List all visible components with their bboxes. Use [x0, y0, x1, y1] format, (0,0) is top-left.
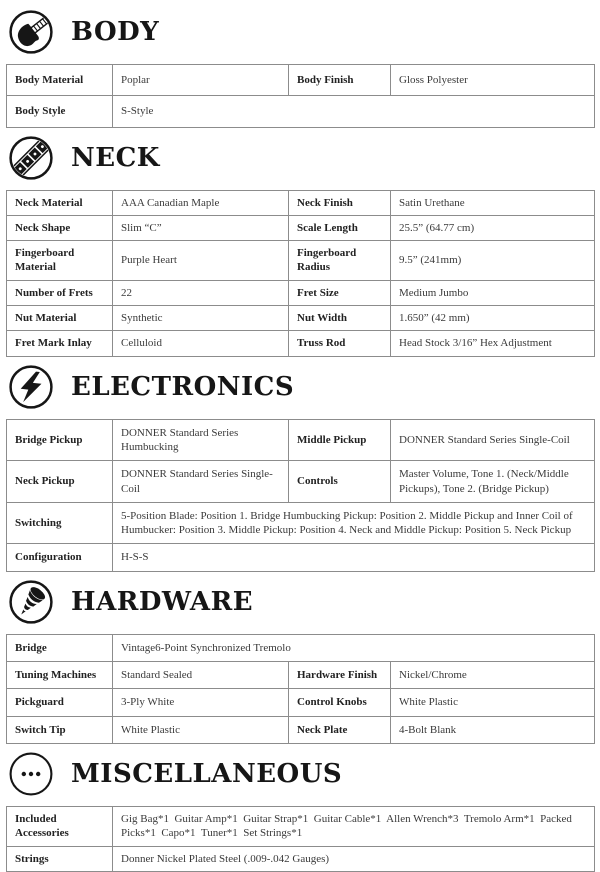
table-row	[7, 634, 595, 661]
lightning-icon	[8, 364, 54, 410]
spec-value: Purple Heart	[113, 241, 289, 281]
section-title-hardware: HARDWARE	[71, 586, 254, 617]
miscellaneous-spec-table	[6, 806, 595, 872]
spec-label: Body Style	[7, 96, 113, 127]
neck-spec-table	[6, 190, 595, 357]
spec-value: AAA Canadian Maple	[113, 190, 289, 215]
section-title-neck: NECK	[71, 142, 160, 173]
spec-value: Standard Sealed	[113, 662, 289, 689]
spec-label: Configuration	[7, 544, 113, 571]
spec-label: Switching	[7, 502, 113, 544]
table-row	[7, 461, 595, 503]
ellipsis-icon	[8, 751, 54, 797]
spec-value: S-Style	[113, 96, 595, 127]
spec-value: White Plastic	[113, 716, 289, 743]
table-row	[7, 846, 595, 871]
spec-label: Neck Material	[7, 190, 113, 215]
spec-value: Head Stock 3/16” Hex Adjustment	[391, 331, 595, 356]
section-body	[6, 9, 594, 128]
spec-label: Middle Pickup	[289, 419, 391, 461]
spec-label: Bridge	[7, 634, 113, 661]
spec-label: Hardware Finish	[289, 662, 391, 689]
spec-value: 9.5” (241mm)	[391, 241, 595, 281]
table-row	[7, 190, 595, 215]
spec-label: Number of Frets	[7, 280, 113, 305]
spec-label: Included Accessories	[7, 806, 113, 846]
guitar-body-icon	[8, 9, 54, 55]
spec-label: Body Material	[7, 65, 113, 96]
body-spec-table	[6, 64, 595, 128]
spec-value: 25.5” (64.77 cm)	[391, 215, 595, 240]
spec-value: Gig Bag*1 Guitar Amp*1 Guitar Strap*1 Guitar Cable*1 Allen Wrench*3 Tremolo Arm*1 Packed Picks*1 Capo*1 Tuner*1 Set Strings*1	[113, 806, 595, 846]
spec-label: Neck Plate	[289, 716, 391, 743]
section-header-miscellaneous	[8, 751, 594, 797]
spec-value: Poplar	[113, 65, 289, 96]
spec-label: Scale Length	[289, 215, 391, 240]
table-row	[7, 689, 595, 716]
spec-label: Switch Tip	[7, 716, 113, 743]
spec-value: Master Volume, Tone 1. (Neck/Middle Pickups), Tone 2. (Bridge Pickup)	[391, 461, 595, 503]
table-row	[7, 96, 595, 127]
section-header-body	[8, 9, 594, 55]
spec-value: 1.650” (42 mm)	[391, 306, 595, 331]
spec-label: Fret Mark Inlay	[7, 331, 113, 356]
spec-value: 5-Position Blade: Position 1. Bridge Humbucking Pickup: Position 2. Middle Pickup and Inner Coil of Humbucker: Position 3. Middle Pickup: Position 4. Neck and Middle Pickup: Position 5. Neck Pickup	[113, 502, 595, 544]
spec-value: Donner Nickel Plated Steel (.009-.042 Gauges)	[113, 846, 595, 871]
spec-value: DONNER Standard Series Single-Coil	[391, 419, 595, 461]
spec-label: Fingerboard Radius	[289, 241, 391, 281]
spec-value: Celluloid	[113, 331, 289, 356]
spec-label: Nut Material	[7, 306, 113, 331]
section-title-electronics: ELECTRONICS	[71, 371, 295, 402]
electronics-spec-table	[6, 419, 595, 572]
table-row	[7, 65, 595, 96]
spec-value: Satin Urethane	[391, 190, 595, 215]
table-row	[7, 502, 595, 544]
screw-icon	[8, 579, 54, 625]
spec-label: Fingerboard Material	[7, 241, 113, 281]
spec-value: 4-Bolt Blank	[391, 716, 595, 743]
spec-label: Neck Pickup	[7, 461, 113, 503]
section-title-body: BODY	[71, 17, 160, 47]
table-row	[7, 716, 595, 743]
table-row	[7, 544, 595, 571]
fretboard-icon	[8, 135, 54, 181]
spec-value: 3-Ply White	[113, 689, 289, 716]
table-row	[7, 806, 595, 846]
table-row	[7, 331, 595, 356]
spec-label: Neck Finish	[289, 190, 391, 215]
spec-label: Control Knobs	[289, 689, 391, 716]
spec-label: Strings	[7, 846, 113, 871]
spec-value: H-S-S	[113, 544, 595, 571]
spec-label: Neck Shape	[7, 215, 113, 240]
section-electronics	[6, 364, 594, 572]
spec-value: White Plastic	[391, 689, 595, 716]
spec-label: Pickguard	[7, 689, 113, 716]
hardware-spec-table	[6, 634, 595, 744]
section-header-neck	[8, 135, 594, 181]
spec-value: DONNER Standard Series Humbucking	[113, 419, 289, 461]
section-hardware	[6, 579, 594, 744]
section-header-hardware	[8, 579, 594, 625]
table-row	[7, 241, 595, 281]
spec-value: 22	[113, 280, 289, 305]
section-title-miscellaneous: MISCELLANEOUS	[71, 758, 343, 789]
spec-value: Vintage6-Point Synchronized Tremolo	[113, 634, 595, 661]
spec-value: Nickel/Chrome	[391, 662, 595, 689]
spec-label: Nut Width	[289, 306, 391, 331]
spec-value: Gloss Polyester	[391, 65, 595, 96]
table-row	[7, 662, 595, 689]
table-row	[7, 280, 595, 305]
spec-value: Slim “C”	[113, 215, 289, 240]
spec-label: Controls	[289, 461, 391, 503]
table-row	[7, 419, 595, 461]
spec-label: Bridge Pickup	[7, 419, 113, 461]
spec-value: Synthetic	[113, 306, 289, 331]
spec-label: Fret Size	[289, 280, 391, 305]
spec-value: DONNER Standard Series Single-Coil	[113, 461, 289, 503]
section-neck	[6, 135, 594, 357]
spec-label: Tuning Machines	[7, 662, 113, 689]
spec-label: Body Finish	[289, 65, 391, 96]
section-header-electronics	[8, 364, 594, 410]
table-row	[7, 306, 595, 331]
spec-value: Medium Jumbo	[391, 280, 595, 305]
spec-label: Truss Rod	[289, 331, 391, 356]
table-row	[7, 215, 595, 240]
